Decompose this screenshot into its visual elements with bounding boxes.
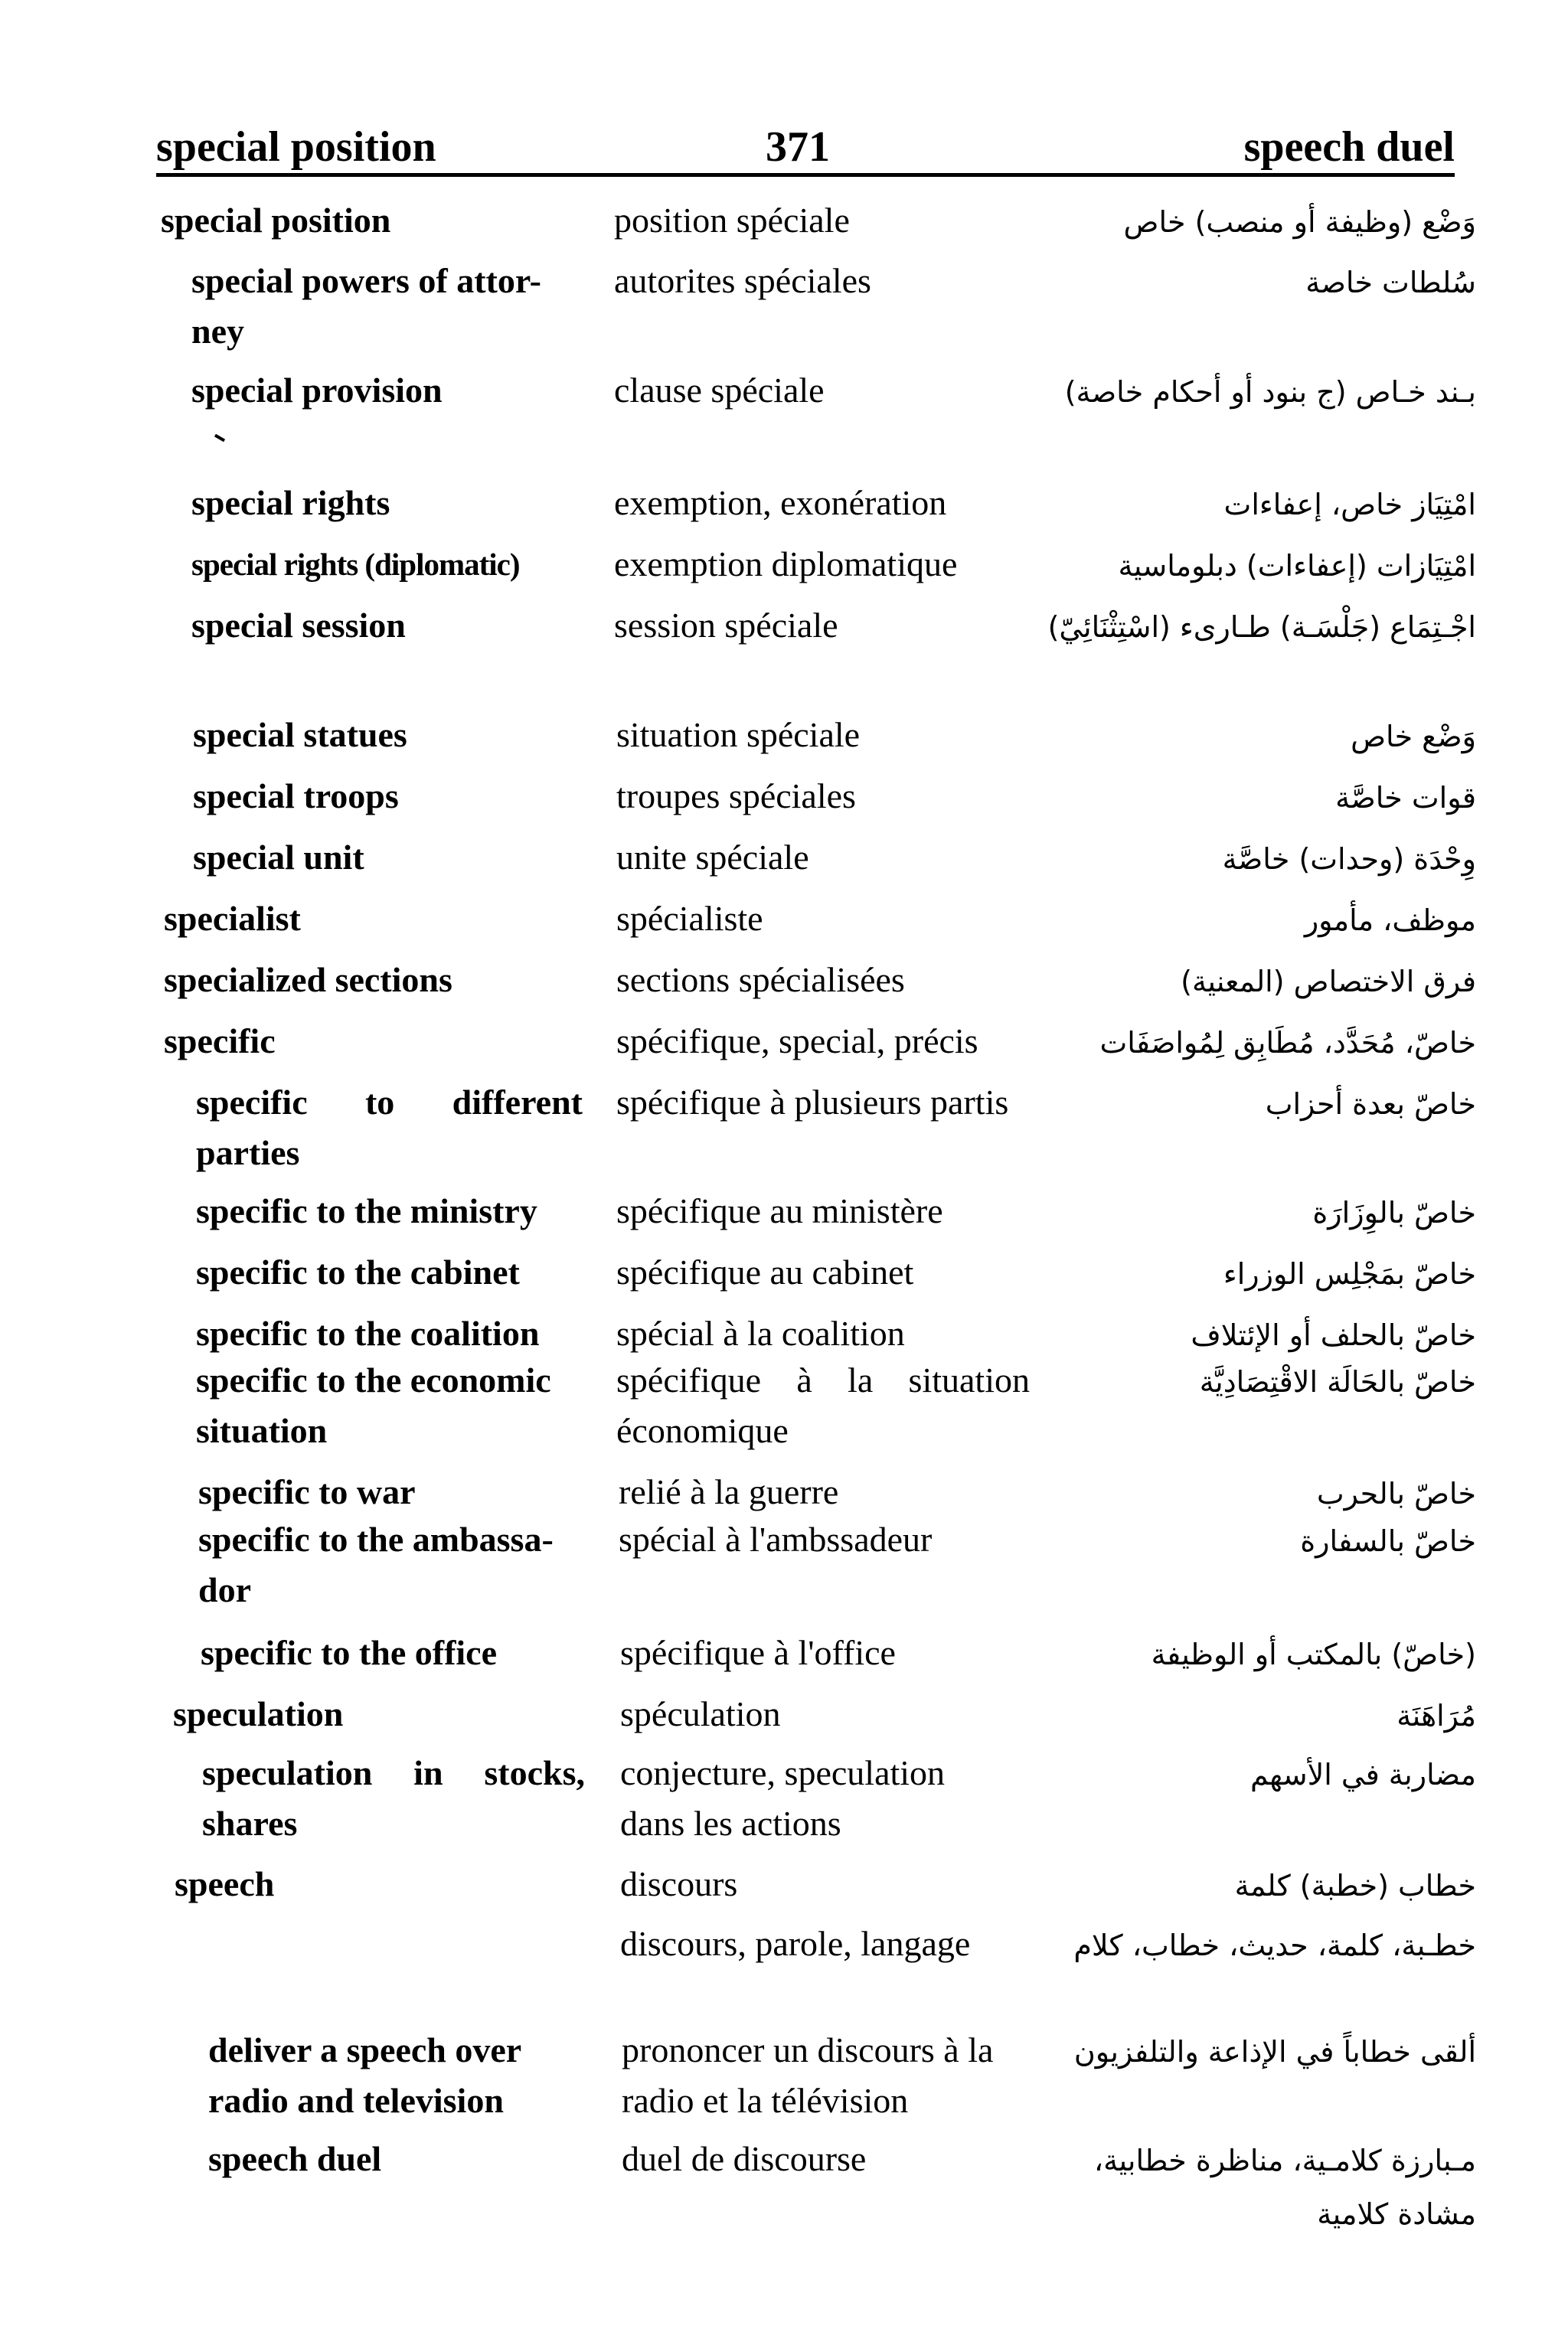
- entry-french: spécialiste: [616, 899, 763, 938]
- entry-french: exemption diplomatique: [614, 544, 958, 583]
- entry-arabic: مضاربة في الأسهم: [1250, 1758, 1476, 1792]
- entry-english: speculation: [173, 1694, 344, 1733]
- entry-french: exemption, exonération: [614, 483, 947, 522]
- entry-english: specific to the office: [201, 1633, 498, 1672]
- entry-french: spécifique à plusieurs partis: [616, 1083, 1009, 1122]
- entry-french: sections spécialisées: [616, 960, 905, 999]
- entry-arabic: مـبارزة كلامـية، مناظرة خطابية، مشادة كلامية: [1093, 2144, 1476, 2231]
- entry-french: conjecture, speculation dans les actions: [620, 1753, 946, 1843]
- entry-english: special rights: [191, 483, 390, 522]
- entry-arabic: سُلطات خاصة: [1305, 266, 1476, 299]
- entry-english: specific to the ambassa-dor: [198, 1520, 554, 1609]
- entry-english: specific to war: [198, 1472, 416, 1511]
- entry-english: specialized sections: [164, 960, 452, 999]
- entry-arabic: اجْـتِمَاع (جَلْسَـة) طـارىء (اسْتِثْنَائِيّ): [1047, 610, 1476, 644]
- entry-french: relié à la guerre: [619, 1472, 839, 1511]
- entry-french: troupes spéciales: [616, 776, 856, 815]
- entry-english: specific to the economic situation: [196, 1360, 551, 1450]
- entry-french: duel de discourse: [622, 2139, 867, 2178]
- entry-arabic: خطاب (خطبة) كلمة: [1234, 1869, 1476, 1903]
- entry-arabic: وَضْع خاص: [1351, 720, 1476, 753]
- entry-arabic: خاصّ بالسفارة: [1300, 1524, 1476, 1558]
- entry-english: speech duel: [208, 2139, 382, 2178]
- entry-arabic: (خاصّ) بالمكتب أو الوظيفة: [1151, 1638, 1476, 1671]
- entry-french: situation spéciale: [616, 715, 861, 754]
- entry-arabic: بـند خـاص (ج بنود أو أحكام خاصة): [1064, 375, 1476, 409]
- entry-french: spécial à la coalition: [616, 1314, 905, 1353]
- entry-french: spécifique au cabinet: [616, 1253, 914, 1292]
- header-left-guideword: special position: [156, 123, 436, 171]
- entry-french: spécial à l'ambssadeur: [619, 1520, 933, 1559]
- entry-arabic: ألقى خطاباً في الإذاعة والتلفزيون: [1073, 2035, 1476, 2069]
- entry-arabic: خاصّ بالحرب: [1316, 1477, 1476, 1511]
- entry-english: speech: [175, 1864, 275, 1903]
- entry-english: special troops: [193, 776, 399, 815]
- entry-french: autorites spéciales: [614, 261, 871, 300]
- entry-arabic: خاصّ بالحَالَة الاقْتِصَادِيَّة: [1199, 1365, 1476, 1399]
- entry-english: specific to the cabinet: [196, 1253, 520, 1292]
- entry-french: clause spéciale: [614, 371, 825, 410]
- entry-english: special unit: [193, 838, 364, 877]
- entry-arabic: خاصّ، مُحَدَّد، مُطَابِق لِمُواصَفَات: [1099, 1026, 1476, 1060]
- header-right-guideword: speech duel: [1243, 123, 1455, 171]
- entry-arabic: مُرَاهَنَة: [1396, 1699, 1476, 1733]
- entry-english: special position: [161, 201, 391, 240]
- entry-french: unite spéciale: [616, 838, 809, 877]
- entry-english: special session: [191, 606, 406, 645]
- entry-english: special rights (diplomatic): [191, 547, 520, 582]
- entry-arabic: وَضْع (وظيفة أو منصب) خاص: [1123, 205, 1476, 239]
- entry-french: spécifique, special, précis: [616, 1021, 978, 1060]
- entry-arabic: قوات خاصَّة: [1335, 781, 1476, 815]
- entry-english: specific to different parties: [196, 1083, 583, 1172]
- entry-arabic: خاصّ بالوِزَارَة: [1312, 1196, 1476, 1230]
- entry-french: discours: [620, 1864, 738, 1903]
- entry-arabic: امْتِيَازات (إعفاءات) دبلوماسية: [1118, 549, 1476, 583]
- entry-french: discours, parole, langage: [620, 1924, 971, 1963]
- entry-arabic: خاصّ بمَجْلِس الوزراء: [1223, 1257, 1476, 1291]
- entry-english: speculation in stocks, shares: [202, 1753, 585, 1843]
- page-number: 371: [766, 123, 830, 171]
- entry-arabic: موظف، مأمور: [1304, 903, 1476, 937]
- entry-arabic: خاصّ بالحلف أو الإئتلاف: [1191, 1318, 1476, 1352]
- entry-french: spéculation: [620, 1694, 781, 1733]
- entry-french: spécifique à l'office: [620, 1633, 896, 1672]
- entry-french: spécifique au ministère: [616, 1191, 943, 1230]
- entry-english: specific to the ministry: [196, 1191, 537, 1230]
- entry-english: specific to the coalition: [196, 1314, 540, 1353]
- entry-english: specific: [164, 1021, 276, 1060]
- stray-mark: [214, 434, 225, 442]
- entry-french: prononcer un discours à la radio et la télévision: [622, 2030, 994, 2120]
- entry-arabic: وِحْدَة (وحدات) خاصَّة: [1222, 842, 1476, 876]
- entry-english: special provision: [191, 371, 443, 410]
- entry-arabic: خطـبة، كلمة، حديث، خطاب، كلام: [1073, 1929, 1476, 1962]
- entry-french: spécifique à la situation économique: [616, 1360, 1030, 1450]
- entry-french: position spéciale: [614, 201, 850, 240]
- entry-english: deliver a speech over radio and television: [208, 2030, 521, 2120]
- entry-english: special powers of attor-ney: [191, 261, 541, 351]
- entry-arabic: خاصّ بعدة أحزاب: [1265, 1087, 1476, 1121]
- entry-french: session spéciale: [614, 606, 838, 645]
- entry-english: specialist: [164, 899, 301, 938]
- entry-english: special statues: [193, 715, 407, 754]
- entry-arabic: فرق الاختصاص (المعنية): [1181, 965, 1476, 998]
- entry-arabic: امْتِيَاز خاص، إعفاءات: [1223, 488, 1476, 521]
